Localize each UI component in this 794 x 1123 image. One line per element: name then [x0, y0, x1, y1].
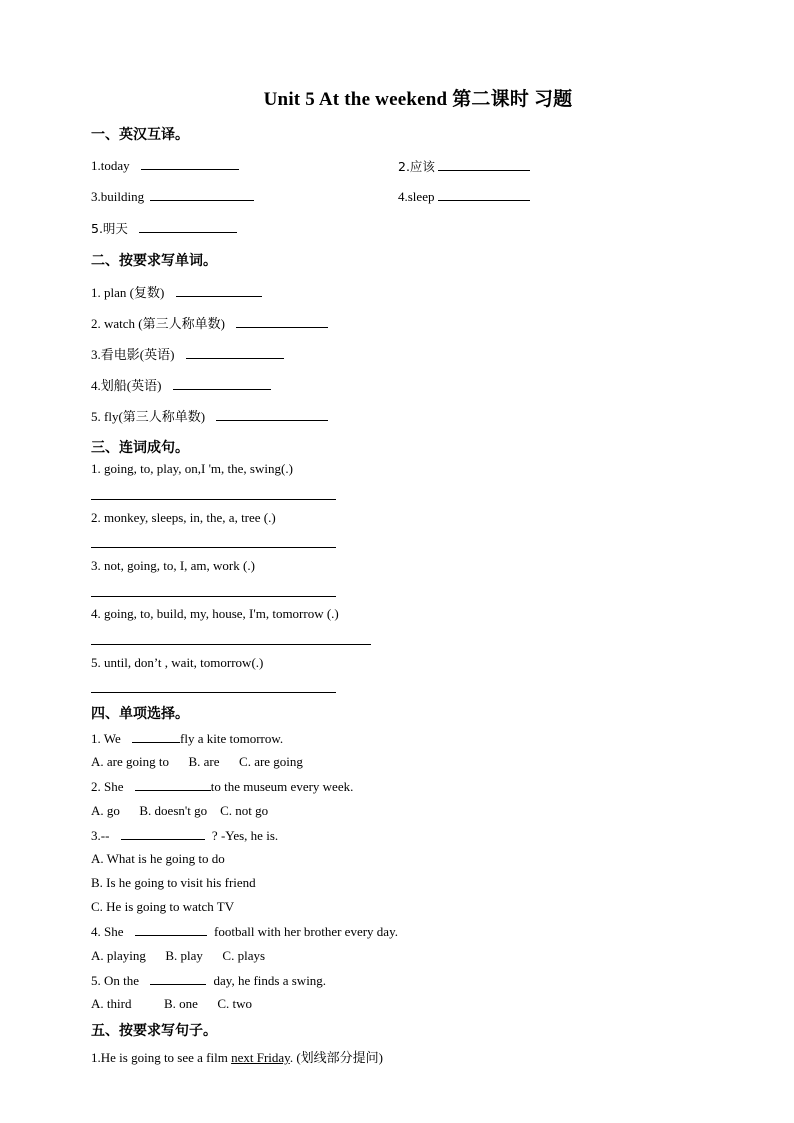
question-text: to the museum every week.	[210, 779, 354, 794]
s2-item-2-text: 2. watch (第三人称单数)	[91, 316, 225, 331]
question-text: ? -Yes, he is.	[211, 828, 279, 843]
answer-blank[interactable]	[121, 827, 205, 840]
s2-item-5	[91, 406, 328, 425]
s3-item-1: 1. going, to, play, on,I 'm, the, swing(.)	[91, 461, 293, 476]
answer-blank[interactable]	[139, 220, 237, 233]
s4-q5-options: A. third B. one C. two	[91, 996, 253, 1011]
s2-item-5-text: 5. fly(第三人称单数)	[91, 409, 206, 424]
s3-item-5: 5. until, don’t , wait, tomorrow(.)	[91, 655, 264, 670]
section-2-heading: 二、按要求写单词。	[91, 253, 217, 269]
s2-item-4-text: 4.划船(英语)	[91, 378, 162, 393]
answer-line[interactable]	[91, 596, 336, 597]
s5-question-1	[91, 1047, 383, 1066]
answer-blank[interactable]	[438, 158, 530, 171]
answer-blank[interactable]	[236, 315, 328, 328]
question-text: fly a kite tomorrow.	[180, 731, 284, 746]
page-title: Unit 5 At the weekend 第二课时 习题	[263, 89, 573, 110]
answer-line[interactable]	[91, 499, 336, 500]
s3-item-3: 3. not, going, to, I, am, work (.)	[91, 558, 255, 573]
answer-blank[interactable]	[150, 972, 206, 985]
s1-item-5-text: 5.明天	[91, 221, 128, 236]
section-1-heading: 一、英汉互译。	[91, 127, 189, 143]
question-text: 1.He is going to see a film	[91, 1050, 228, 1065]
s2-item-1	[91, 282, 262, 301]
question-text: 1. We	[91, 731, 121, 746]
answer-blank[interactable]	[141, 157, 239, 170]
answer-blank[interactable]	[438, 188, 530, 201]
answer-blank[interactable]	[173, 377, 271, 390]
s3-item-2: 2. monkey, sleeps, in, the, a, tree (.)	[91, 510, 276, 525]
s2-item-1-text: 1. plan (复数)	[91, 285, 165, 300]
s4-q3-option-a: A. What is he going to do	[91, 851, 225, 866]
answer-line[interactable]	[91, 692, 336, 693]
answer-blank[interactable]	[135, 778, 211, 791]
s3-item-4: 4. going, to, build, my, house, I'm, tomorrow (.)	[91, 606, 339, 621]
s1-item-4-text: 4.sleep	[398, 189, 435, 204]
s4-q2-options: A. go B. doesn't go C. not go	[91, 803, 269, 818]
s4-q3-option-b: B. Is he going to visit his friend	[91, 875, 256, 890]
question-text: 4. She	[91, 924, 124, 939]
s2-item-4	[91, 375, 271, 394]
s1-item-1-text: 1.today	[91, 158, 130, 173]
section-3-heading: 三、连词成句。	[91, 440, 189, 456]
answer-line[interactable]	[91, 644, 371, 645]
s4-question-4	[91, 923, 398, 940]
s4-question-5	[91, 972, 326, 989]
s4-q3-option-c: C. He is going to watch TV	[91, 899, 235, 914]
answer-line[interactable]	[91, 547, 336, 548]
s4-question-2	[91, 778, 353, 795]
s2-item-3-text: 3.看电影(英语)	[91, 347, 175, 362]
question-text: 5. On the	[91, 973, 140, 988]
s1-item-3	[91, 188, 254, 205]
answer-blank[interactable]	[135, 923, 207, 936]
s2-item-2	[91, 313, 328, 332]
s1-item-1	[91, 157, 239, 174]
s1-item-3-text: 3.building	[91, 189, 145, 204]
s1-item-4	[398, 188, 530, 205]
s1-item-5	[91, 219, 237, 237]
s4-question-3	[91, 827, 278, 844]
s1-item-2	[398, 157, 530, 175]
s4-q4-options: A. playing B. play C. plays	[91, 948, 266, 963]
underlined-phrase: next Friday	[231, 1050, 290, 1065]
question-text: 3.--	[91, 828, 110, 843]
s4-question-1	[91, 730, 283, 747]
s4-q1-options: A. are going to B. are C. are going	[91, 754, 303, 769]
s2-item-3	[91, 344, 284, 363]
answer-blank[interactable]	[150, 188, 254, 201]
question-instruction: . (划线部分提问)	[289, 1050, 383, 1065]
section-5-heading: 五、按要求写句子。	[91, 1023, 217, 1039]
answer-blank[interactable]	[176, 284, 262, 297]
answer-blank[interactable]	[132, 730, 180, 743]
section-4-heading: 四、单项选择。	[91, 706, 189, 722]
question-text: 2. She	[91, 779, 124, 794]
answer-blank[interactable]	[216, 408, 328, 421]
question-text: football with her brother every day.	[214, 924, 398, 939]
answer-blank[interactable]	[186, 346, 284, 359]
question-text: day, he finds a swing.	[213, 973, 327, 988]
s1-item-2-text: 2.应该	[398, 159, 435, 174]
